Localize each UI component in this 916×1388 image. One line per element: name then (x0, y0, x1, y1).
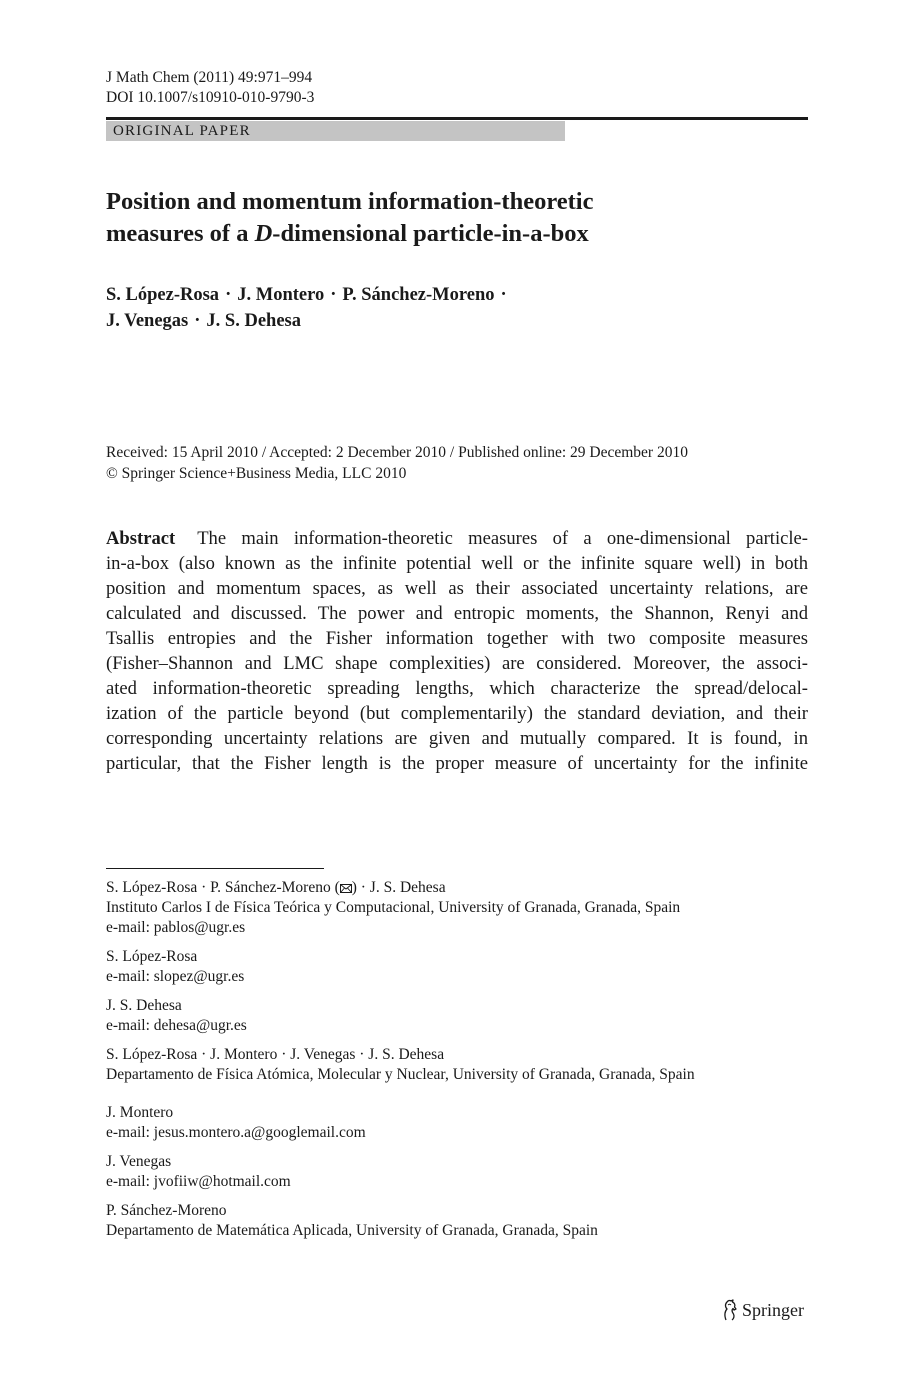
affiliation-email[interactable]: e-mail: jvofiiw@hotmail.com (106, 1173, 291, 1190)
abstract-line: ization of the particle beyond (but complementarily) the standard deviation, and their (106, 703, 808, 724)
article-type-badge: ORIGINAL PAPER (106, 121, 565, 141)
affiliation-name: J. S. Dehesa (106, 997, 182, 1014)
affiliation-email[interactable]: e-mail: slopez@ugr.es (106, 968, 245, 985)
author-separator: · (225, 285, 232, 305)
affiliation-block (106, 1152, 808, 1192)
affiliations (106, 878, 808, 1250)
affiliation-block (106, 1201, 808, 1241)
affiliation-institution: Instituto Carlos I de Física Teórica y Computacional, University of Granada, Granada, Spain (106, 899, 681, 916)
affiliation-name: S. López-Rosa · J. Montero · J. Venegas · J. S. Dehesa (106, 1046, 445, 1063)
copyright-notice: © Springer Science+Business Media, LLC 2010 (106, 465, 407, 482)
date-history: Received: 15 April 2010 / Accepted: 2 December 2010 / Published online: 29 December 2010 (106, 444, 688, 461)
header-rule (106, 117, 808, 120)
author-line-1 (106, 282, 513, 308)
footnote-rule (106, 868, 324, 869)
journal-header (106, 68, 314, 108)
title-line-2-post: -dimensional particle-in-a-box (272, 220, 589, 247)
author-separator: · (330, 285, 337, 305)
author-list (106, 282, 513, 334)
publisher-logo (722, 1298, 804, 1322)
affiliation-name: P. Sánchez-Moreno (106, 1202, 227, 1219)
affiliation-email[interactable]: e-mail: dehesa@ugr.es (106, 1017, 247, 1034)
author-name[interactable]: P. Sánchez-Moreno (342, 285, 495, 305)
affiliation-email[interactable]: e-mail: jesus.montero.a@googlemail.com (106, 1124, 366, 1141)
abstract-line: calculated and discussed. The power and entropic moments, the Shannon, Renyi and (106, 603, 808, 624)
author-name[interactable]: J. Venegas (106, 311, 189, 331)
title-line-1: Position and momentum information-theoretic (106, 188, 594, 215)
affiliation-institution: Departamento de Matemática Aplicada, University of Granada, Granada, Spain (106, 1222, 598, 1239)
affiliation-block (106, 996, 808, 1036)
author-name[interactable]: S. López-Rosa (106, 285, 220, 305)
title-dimension-symbol: D (254, 220, 273, 247)
affiliation-email[interactable]: e-mail: pablos@ugr.es (106, 919, 246, 936)
abstract-line: corresponding uncertainty relations are given and mutually compared. It is found, in (106, 728, 808, 749)
publication-dates (106, 442, 688, 484)
author-separator: · (194, 311, 201, 331)
journal-doi: DOI 10.1007/s10910-010-9790-3 (106, 89, 315, 106)
affiliation-block (106, 1045, 808, 1085)
author-separator: · (500, 285, 507, 305)
title-line-2 (106, 218, 808, 250)
title-line-2-pre: measures of a (106, 220, 255, 247)
abstract-line: Abstract The main information-theoretic measures of a one-dimensional particle- (106, 528, 808, 549)
abstract-label: Abstract (106, 528, 176, 549)
abstract-line: Tsallis entropies and the Fisher information together with two composite measures (106, 628, 808, 649)
abstract-line: (Fisher–Shannon and LMC shape complexities) are considered. Moreover, the associ- (106, 653, 808, 674)
author-line-2 (106, 308, 513, 334)
abstract-line: in-a-box (also known as the infinite potential well or the infinite square well) in both (106, 553, 808, 574)
affiliation-block (106, 947, 808, 987)
affiliation-name: J. Venegas (106, 1153, 172, 1170)
journal-citation: J Math Chem (2011) 49:971–994 (106, 69, 313, 86)
envelope-icon[interactable] (340, 884, 352, 893)
abstract-line: ated information-theoretic spreading lengths, which characterize the spread/delocal- (106, 678, 808, 699)
springer-horse-icon (722, 1299, 738, 1321)
affiliation-block (106, 1103, 808, 1143)
affiliation-institution: Departamento de Física Atómica, Molecular y Nuclear, University of Granada, Granada, Spain (106, 1066, 695, 1083)
paper-title (106, 186, 808, 250)
affiliation-authors: S. López-Rosa · P. Sánchez-Moreno ( ) · J. S. Dehesa (106, 879, 446, 896)
publisher-name: Springer (742, 1300, 804, 1320)
author-name[interactable]: J. Montero (237, 285, 325, 305)
abstract-line: particular, that the Fisher length is the proper measure of uncertainty for the infinite (106, 753, 808, 774)
abstract (106, 526, 808, 776)
abstract-line: position and momentum spaces, as well as their associated uncertainty relations, are (106, 578, 808, 599)
author-name[interactable]: J. S. Dehesa (206, 311, 301, 331)
affiliation-name: J. Montero (106, 1104, 174, 1121)
affiliation-block (106, 878, 808, 938)
affiliation-name: S. López-Rosa (106, 948, 198, 965)
